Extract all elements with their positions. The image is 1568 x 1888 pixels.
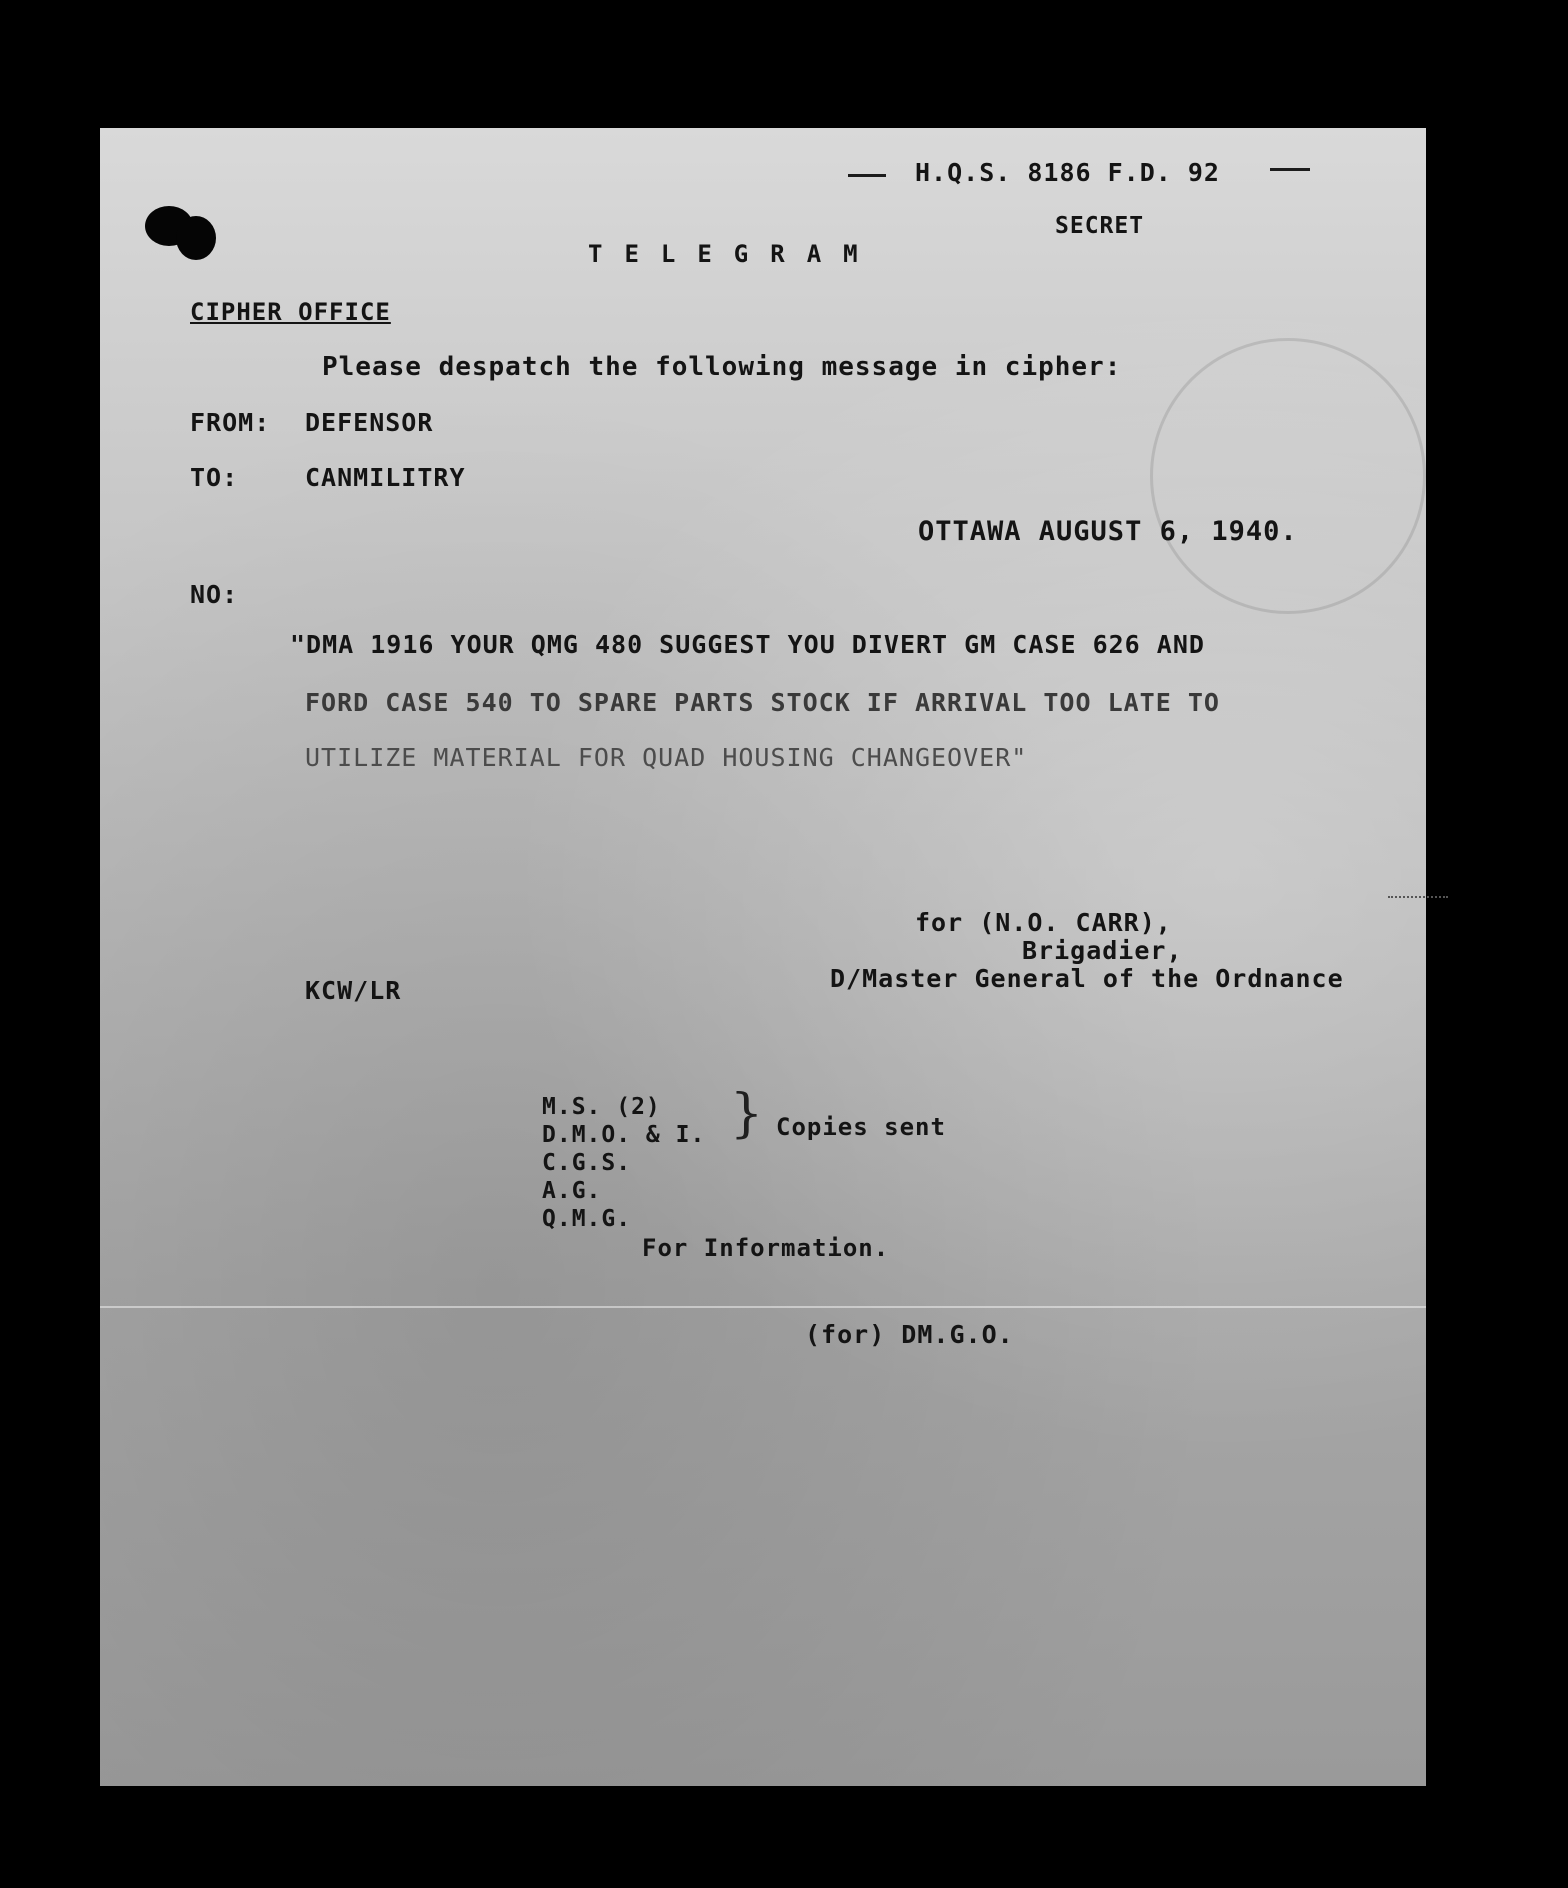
no-label: NO:: [190, 580, 239, 609]
file-reference: H.Q.S. 8186 F.D. 92: [915, 158, 1220, 187]
message-line-2: FORD CASE 540 TO SPARE PARTS STOCK IF ARRIVAL TOO LATE TO: [305, 688, 1220, 717]
typist-initials: KCW/LR: [305, 976, 402, 1005]
document-title: TELEGRAM: [588, 240, 880, 268]
header-dash-left: [848, 174, 886, 177]
instruction-text: Please despatch the following message in cipher:: [322, 352, 1122, 382]
signature-line-2: Brigadier,: [1022, 936, 1183, 965]
from-label: FROM:: [190, 408, 271, 437]
copies-note: Copies sent: [776, 1113, 946, 1141]
place-date: OTTAWA AUGUST 6, 1940.: [918, 516, 1298, 547]
signature-line-3: D/Master General of the Ordnance: [830, 964, 1344, 993]
telegram-page: [100, 128, 1426, 1786]
info-recipient: Q.M.G.: [542, 1206, 632, 1232]
message-line-1: "DMA 1916 YOUR QMG 480 SUGGEST YOU DIVERT GM CASE 626 AND: [290, 630, 1205, 659]
from-value: DEFENSOR: [305, 408, 434, 437]
copy-recipient: M.S. (2): [542, 1094, 661, 1120]
fold-line: [100, 1306, 1426, 1308]
signature-line-1: for (N.O. CARR),: [915, 908, 1172, 937]
punch-hole: [176, 216, 216, 260]
classification: SECRET: [1055, 213, 1145, 239]
footer-signature: (for) DM.G.O.: [805, 1320, 1014, 1349]
bracket: }: [730, 1084, 764, 1144]
dotted-mark: [1388, 896, 1448, 898]
header-dash-right: [1270, 168, 1310, 171]
message-line-3: UTILIZE MATERIAL FOR QUAD HOUSING CHANGEOVER": [305, 743, 1028, 772]
to-value: CANMILITRY: [305, 463, 466, 492]
info-note: For Information.: [642, 1234, 890, 1262]
to-label: TO:: [190, 463, 239, 492]
info-recipient: C.G.S.: [542, 1150, 632, 1176]
faded-stamp: [1150, 338, 1426, 614]
cipher-office-label: CIPHER OFFICE: [190, 298, 391, 326]
info-recipient: A.G.: [542, 1178, 602, 1204]
copy-recipient: D.M.O. & I.: [542, 1122, 706, 1148]
